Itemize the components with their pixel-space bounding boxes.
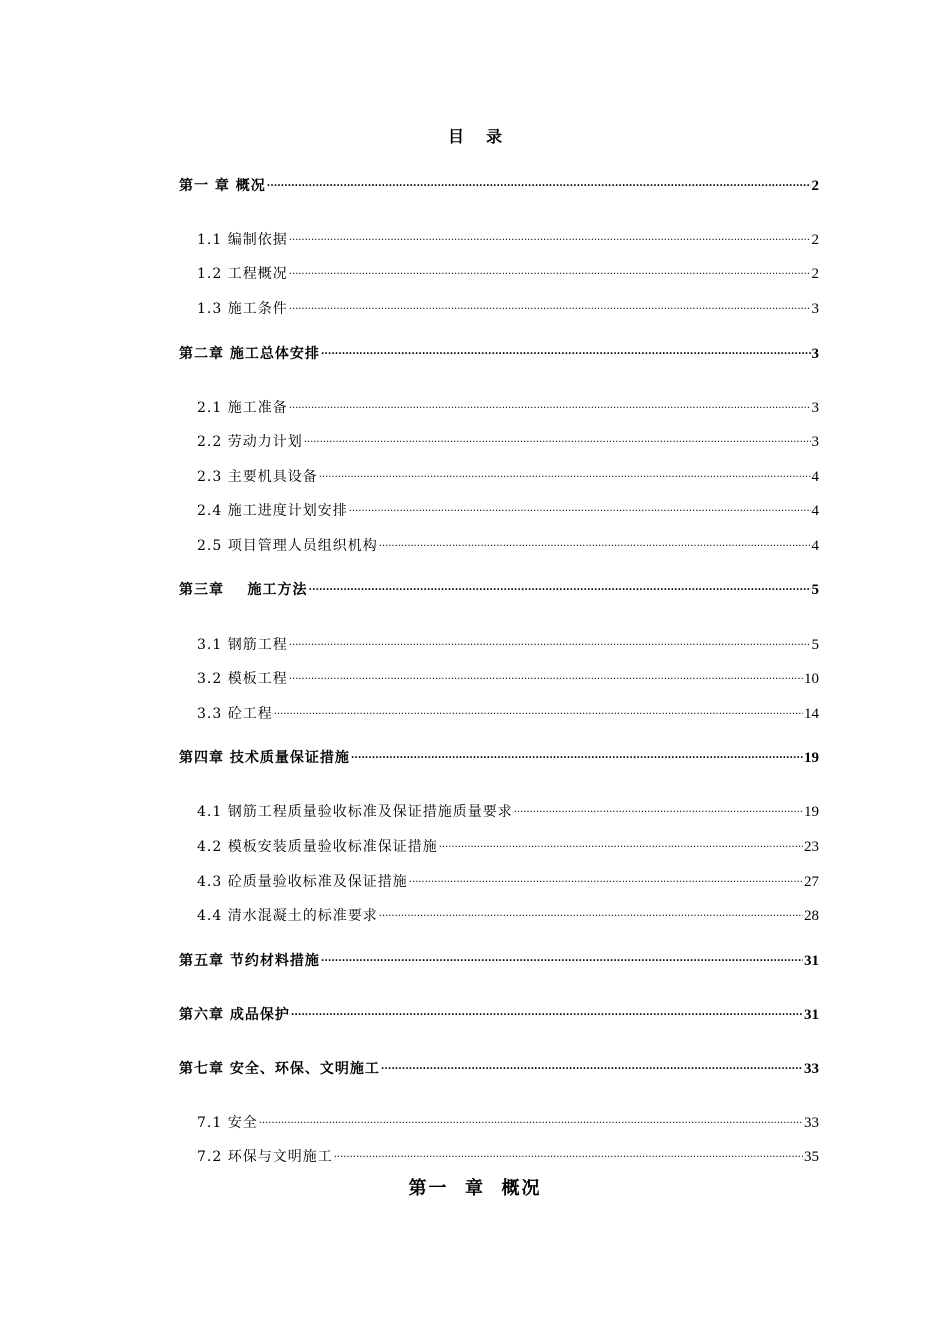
toc-title-right: 录 <box>486 127 503 146</box>
toc-entry-section-2-5[interactable] <box>197 530 819 554</box>
toc-page-number: 3 <box>811 434 819 450</box>
toc-entry-section-2-4[interactable] <box>197 495 819 519</box>
toc-page-number: 2 <box>811 178 819 194</box>
toc-entry-section-3-1[interactable] <box>197 629 819 653</box>
toc-entry-chapter-4[interactable] <box>179 742 819 766</box>
toc-dot-leader <box>289 258 811 278</box>
toc-dot-leader <box>289 392 811 412</box>
toc-dot-leader <box>309 574 811 594</box>
toc-page-number: 35 <box>804 1149 819 1165</box>
toc-entry-label: 4.4 清水混凝土的标准要求 <box>197 908 378 924</box>
toc-entry-label: 1.1 编制依据 <box>197 232 288 248</box>
toc-entry-label: 第七章 安全、环保、文明施工 <box>179 1061 380 1077</box>
toc-dot-leader <box>351 742 803 762</box>
toc-entry-label: 第三章 施工方法 <box>179 582 308 598</box>
toc-entry-label: 2.4 施工进度计划安排 <box>197 503 348 519</box>
toc-entry-label: 1.3 施工条件 <box>197 301 288 317</box>
toc-title <box>0 124 950 147</box>
toc-page-number: 31 <box>804 1007 819 1023</box>
toc-entry-label: 3.3 砼工程 <box>197 706 273 722</box>
toc-entry-label: 7.2 环保与文明施工 <box>197 1149 333 1165</box>
toc-entry-label: 2.1 施工准备 <box>197 400 288 416</box>
toc-page-number: 2 <box>811 232 819 248</box>
toc-entry-section-1-3[interactable] <box>197 293 819 317</box>
toc-page-number: 23 <box>804 839 819 855</box>
toc-entry-label: 第四章 技术质量保证措施 <box>179 750 350 766</box>
toc-page-number: 10 <box>804 671 819 687</box>
toc-entry-section-4-1[interactable] <box>197 796 819 820</box>
toc-title-left: 目 <box>447 127 464 146</box>
toc-dot-leader <box>321 338 811 358</box>
toc-dot-leader <box>319 461 811 481</box>
toc-entry-chapter-7[interactable] <box>179 1053 819 1077</box>
toc-entry-chapter-1[interactable] <box>179 170 819 194</box>
toc-entry-label: 7.1 安全 <box>197 1115 258 1131</box>
toc-page-number: 4 <box>811 538 819 554</box>
toc-entry-chapter-5[interactable] <box>179 945 819 969</box>
toc-dot-leader <box>349 495 811 515</box>
toc-dot-leader <box>289 224 811 244</box>
toc-entry-chapter-3[interactable] <box>179 574 819 598</box>
toc-page-number: 3 <box>811 346 819 362</box>
toc-dot-leader <box>379 530 811 550</box>
toc-page-number: 27 <box>804 874 819 890</box>
toc-entry-section-1-1[interactable] <box>197 224 819 248</box>
toc-entry-section-3-3[interactable] <box>197 698 819 722</box>
toc-entry-label: 4.2 模板安装质量验收标准保证措施 <box>197 839 438 855</box>
toc-entry-section-2-3[interactable] <box>197 461 819 485</box>
toc-entry-section-7-2[interactable] <box>197 1141 819 1165</box>
toc-page-number: 19 <box>804 750 819 766</box>
toc-entry-label: 2.2 劳动力计划 <box>197 434 303 450</box>
toc-entry-section-3-2[interactable] <box>197 663 819 687</box>
toc-page-number: 28 <box>804 908 819 924</box>
toc-page-number: 5 <box>811 637 819 653</box>
toc-entry-label: 第六章 成品保护 <box>179 1007 290 1023</box>
toc-entry-section-4-2[interactable] <box>197 831 819 855</box>
toc-entry-section-1-2[interactable] <box>197 258 819 282</box>
toc-entry-section-2-2[interactable] <box>197 426 819 450</box>
toc-dot-leader <box>514 796 803 816</box>
toc-entry-chapter-2[interactable] <box>179 338 819 362</box>
toc-dot-leader <box>409 866 803 886</box>
toc-entry-label: 3.2 模板工程 <box>197 671 288 687</box>
toc-entry-label: 第一 章 概况 <box>179 178 266 194</box>
toc-dot-leader <box>267 170 811 190</box>
toc-dot-leader <box>289 663 803 683</box>
toc-dot-leader <box>381 1053 803 1073</box>
toc-entry-section-2-1[interactable] <box>197 392 819 416</box>
toc-page-number: 3 <box>811 301 819 317</box>
toc-dot-leader <box>439 831 803 851</box>
toc-entry-label: 3.1 钢筋工程 <box>197 637 288 653</box>
toc-dot-leader <box>321 945 803 965</box>
toc-entry-label: 第二章 施工总体安排 <box>179 346 320 362</box>
toc-entry-label: 1.2 工程概况 <box>197 266 288 282</box>
toc-page-number: 3 <box>811 400 819 416</box>
toc-dot-leader <box>289 629 811 649</box>
toc-page-number: 5 <box>811 582 819 598</box>
toc-page-number: 33 <box>804 1061 819 1077</box>
toc-entry-section-4-4[interactable] <box>197 900 819 924</box>
toc-entry-label: 第五章 节约材料措施 <box>179 953 320 969</box>
toc-page-number: 2 <box>811 266 819 282</box>
toc-page-number: 31 <box>804 953 819 969</box>
toc-entry-label: 2.5 项目管理人员组织机构 <box>197 538 378 554</box>
toc-dot-leader <box>259 1107 803 1127</box>
toc-entry-section-7-1[interactable] <box>197 1107 819 1131</box>
toc-dot-leader <box>304 426 811 446</box>
toc-page-number: 14 <box>804 706 819 722</box>
chapter-heading: 第一 章 概况 <box>408 1178 542 1199</box>
toc-dot-leader <box>274 698 803 718</box>
toc-dot-leader <box>291 999 803 1019</box>
toc-page-number: 4 <box>811 469 819 485</box>
toc-entry-section-4-3[interactable] <box>197 866 819 890</box>
toc-entry-label: 4.1 钢筋工程质量验收标准及保证措施质量要求 <box>197 804 513 820</box>
toc-entry-label: 2.3 主要机具设备 <box>197 469 318 485</box>
toc-dot-leader <box>334 1141 803 1161</box>
toc-page-number: 33 <box>804 1115 819 1131</box>
toc-entry-label: 4.3 砼质量验收标准及保证措施 <box>197 874 408 890</box>
toc-dot-leader <box>379 900 803 920</box>
toc-dot-leader <box>289 293 811 313</box>
toc-entry-chapter-6[interactable] <box>179 999 819 1023</box>
toc-page-number: 4 <box>811 503 819 519</box>
toc-page-number: 19 <box>804 804 819 820</box>
